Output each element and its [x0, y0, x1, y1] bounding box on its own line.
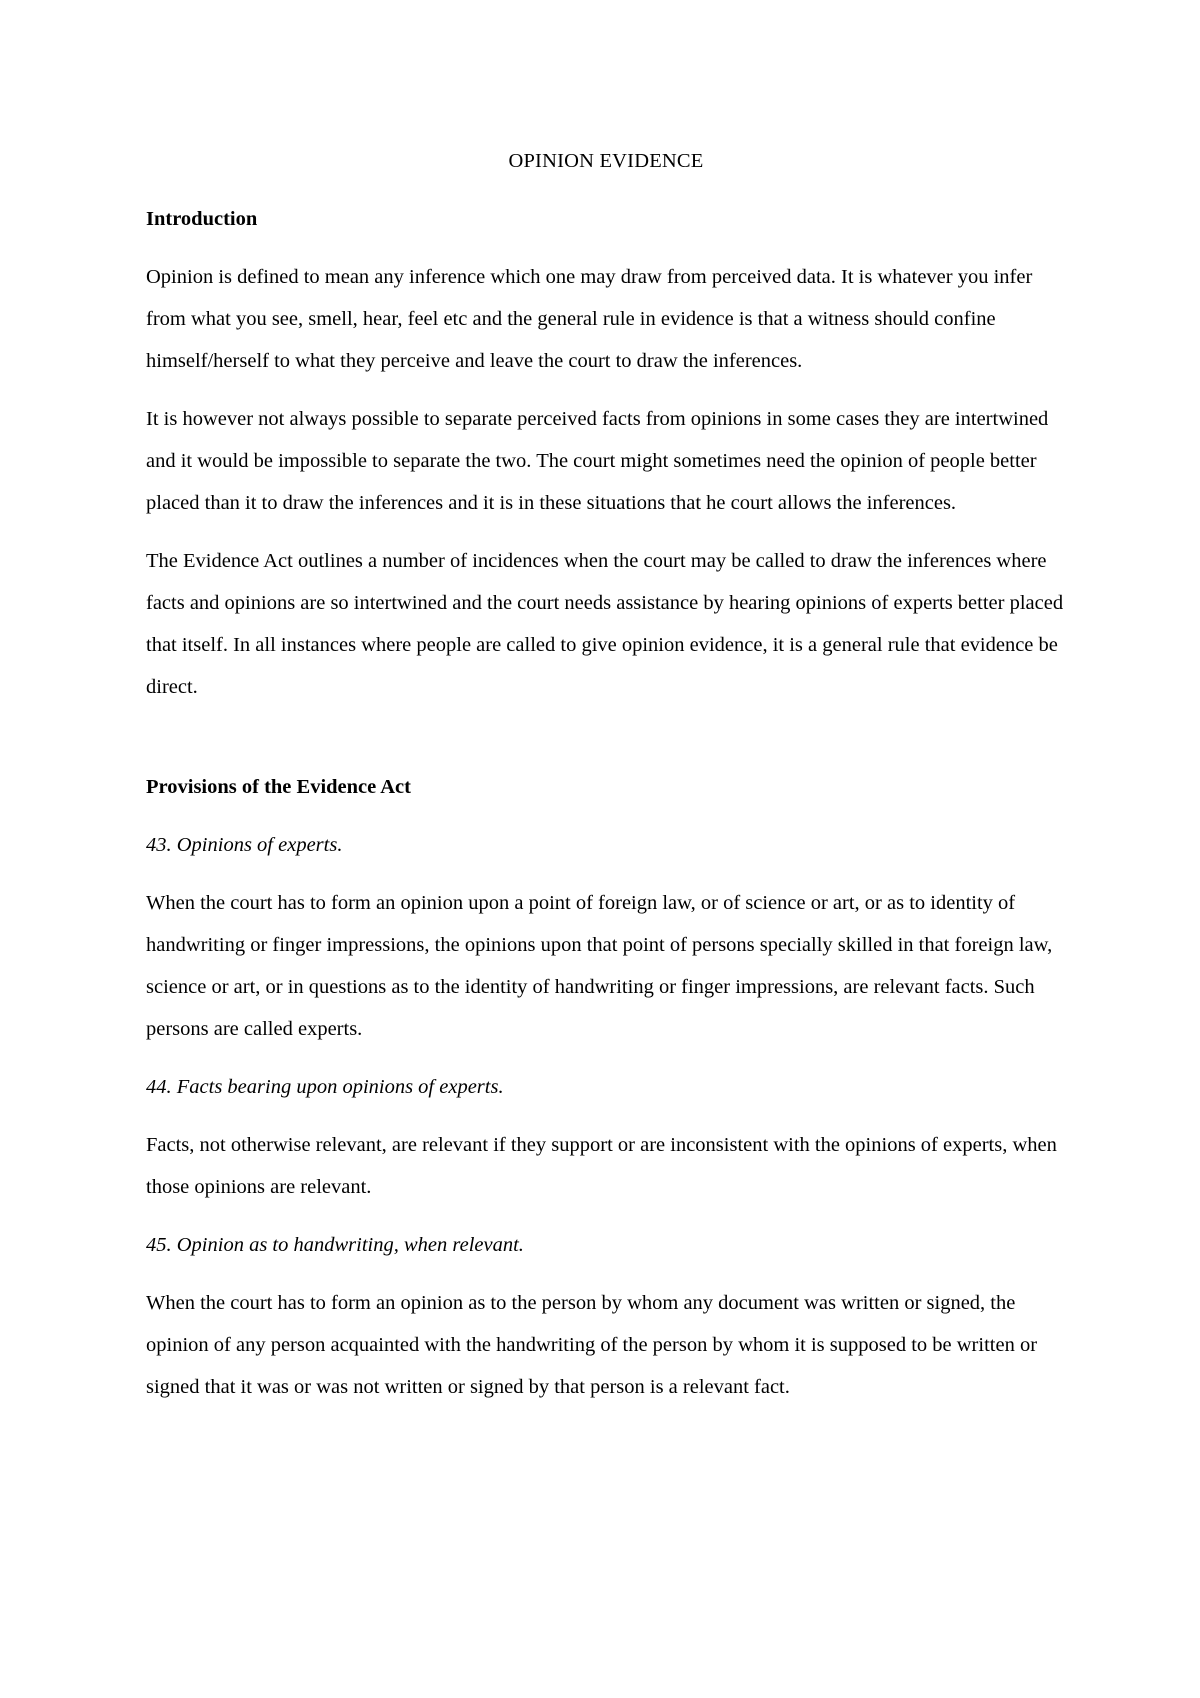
section-44-title: 44. Facts bearing upon opinions of experts.	[146, 1076, 504, 1098]
section-45-title: 45. Opinion as to handwriting, when relevant.	[146, 1234, 524, 1256]
introduction-heading: Introduction	[146, 208, 258, 230]
intro-paragraph-3: The Evidence Act outlines a number of incidences when the court may be called to draw the inferences where facts and opinions are so intertwined and the court needs assistance by hearing opinions of experts better placed that itself. In all instances where people are called to give opinion evidence, it is a general rule that evidence be direct.	[146, 550, 1064, 698]
intro-paragraph-1: Opinion is defined to mean any inference which one may draw from perceived data. It is whatever you infer from what you see, smell, hear, feel etc and the general rule in evidence is that a witness should confine himself/herself to what they perceive and leave the court to draw the inferences.	[146, 266, 1033, 372]
provisions-heading: Provisions of the Evidence Act	[146, 776, 411, 798]
intro-paragraph-2: It is however not always possible to separate perceived facts from opinions in some cases they are intertwined and it would be impossible to separate the two. The court might sometimes need the opinion of people better placed than it to draw the inferences and it is in these situations that he court allows the inferences.	[146, 408, 1049, 514]
section-43-text: When the court has to form an opinion upon a point of foreign law, or of science or art, or as to identity of handwriting or finger impressions, the opinions upon that point of persons specially skilled in that foreign law, science or art, or in questions as to the identity of handwriting or finger impressions, are relevant facts. Such persons are called experts.	[146, 892, 1053, 1040]
section-43-title: 43. Opinions of experts.	[146, 834, 343, 856]
document-title: OPINION EVIDENCE	[508, 150, 704, 172]
document-body	[146, 140, 1066, 1408]
section-44-text: Facts, not otherwise relevant, are relevant if they support or are inconsistent with the opinions of experts, when those opinions are relevant.	[146, 1134, 1057, 1198]
section-45-text: When the court has to form an opinion as to the person by whom any document was written or signed, the opinion of any person acquainted with the handwriting of the person by whom it is supposed to be written or signed that it was or was not written or signed by that person is a relevant fact.	[146, 1292, 1038, 1398]
